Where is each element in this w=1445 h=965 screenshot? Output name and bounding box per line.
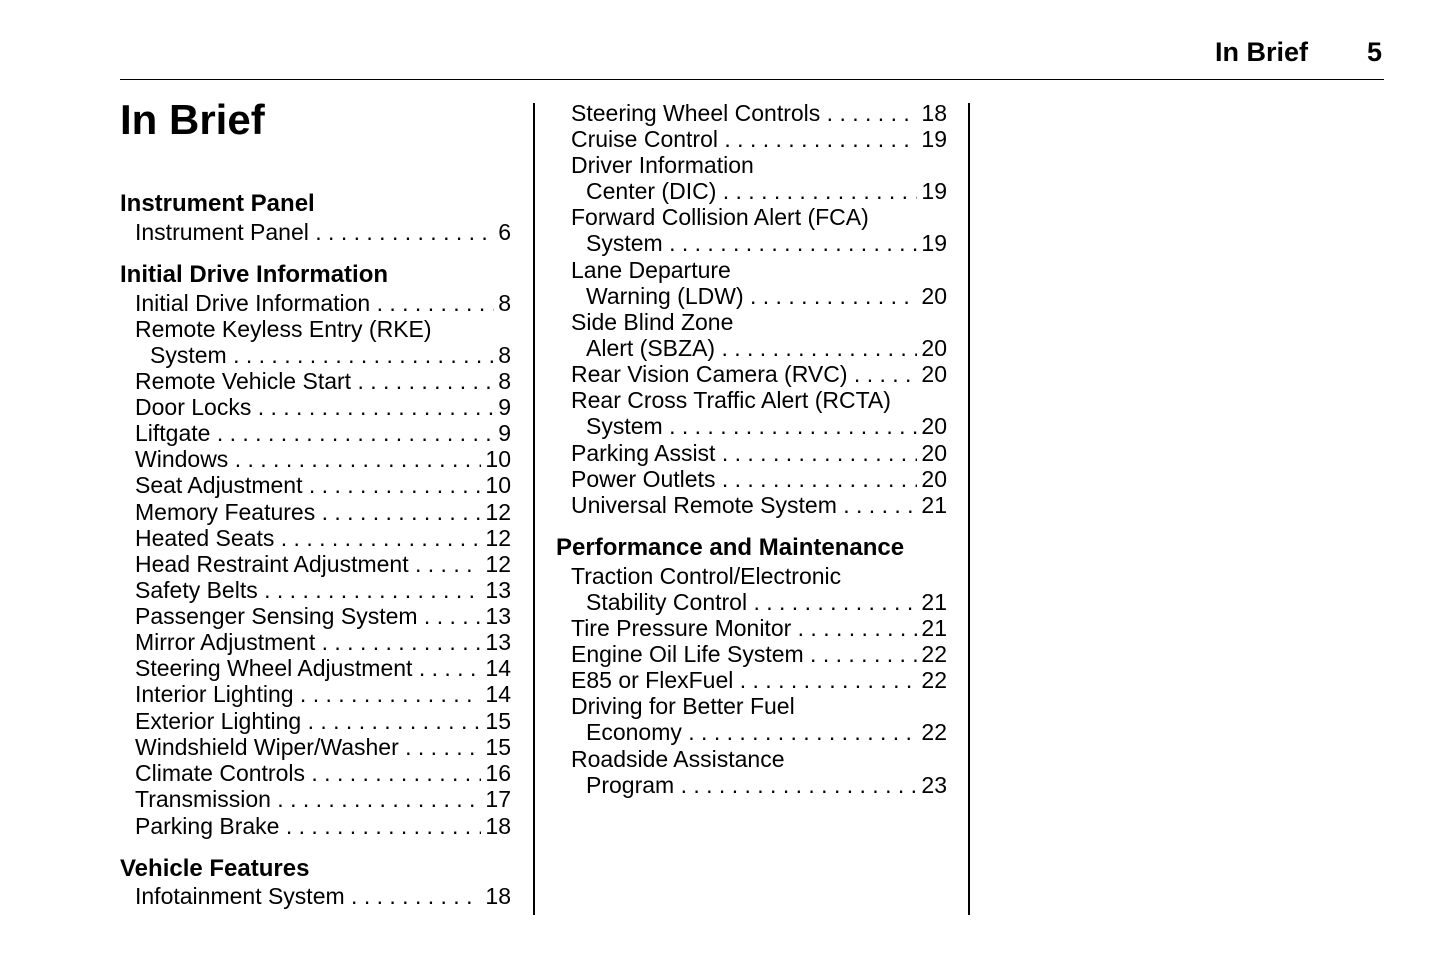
toc-entry-label: Instrument Panel . . . [135,219,511,245]
toc-entry[interactable] [135,472,511,498]
toc-entry[interactable] [586,719,947,745]
toc-entry-label: Tire Pressure Monitor . . . [571,615,947,641]
toc-entry-page: 10 [481,446,511,472]
toc-entry-label-cont: System . . . [586,413,947,439]
toc-entry-label[interactable]: Rear Cross Traffic Alert (RCTA) [571,387,891,413]
toc-entry[interactable] [571,361,947,387]
toc-entry-page: 20 [917,335,947,361]
toc-entry[interactable] [571,440,947,466]
toc-entry[interactable] [571,492,947,518]
toc-entry-label: Parking Assist . . . [571,440,947,466]
toc-entry-label[interactable]: Side Blind Zone [571,309,734,335]
toc-entry-page: 9 [494,420,511,446]
toc-entry-label: Windshield Wiper/Washer . . . [135,734,511,760]
toc-entry[interactable] [586,178,947,204]
toc-entry[interactable] [135,368,511,394]
toc-entry[interactable] [135,813,511,839]
toc-entry[interactable] [135,786,511,812]
toc-entry[interactable] [135,681,511,707]
toc-entry-label: Cruise Control . . . [571,126,947,152]
toc-entry-label: Safety Belts . . . [135,577,511,603]
toc-entry-page: 19 [917,126,947,152]
toc-entry[interactable] [135,394,511,420]
toc-entry-label[interactable]: Forward Collision Alert (FCA) [571,204,869,230]
toc-entry[interactable] [586,283,947,309]
toc-entry-page: 17 [481,786,511,812]
toc-entry-label-cont: Alert (SBZA) . . . [586,335,947,361]
toc-entry-page: 18 [917,100,947,126]
toc-entry-label[interactable]: Remote Keyless Entry (RKE) [135,316,432,342]
toc-entry[interactable] [135,290,511,316]
toc-entry[interactable] [135,551,511,577]
toc-entry-label: Head Restraint Adjustment . . . [135,551,511,577]
running-header-title: In Brief [1215,37,1309,67]
toc-entry[interactable] [135,760,511,786]
toc-entry-label: Infotainment System . . . [135,883,511,909]
toc-entry-label[interactable]: Driving for Better Fuel [571,693,795,719]
toc-entry-label: Steering Wheel Controls . . . [571,100,947,126]
section-heading-instrument-panel: Instrument Panel [120,190,315,217]
toc-entry[interactable] [135,525,511,551]
toc-entry[interactable] [135,446,511,472]
toc-entry-page: 16 [481,760,511,786]
toc-entry[interactable] [571,667,947,693]
toc-entry-label: Rear Vision Camera (RVC) . . . [571,361,947,387]
toc-entry-page: 20 [917,283,947,309]
toc-entry-page: 23 [917,772,947,798]
toc-entry-page: 12 [481,499,511,525]
page-title: In Brief [120,96,265,143]
toc-entry-page: 10 [481,472,511,498]
toc-entry[interactable] [135,577,511,603]
toc-entry-label: Remote Vehicle Start . . . [135,368,511,394]
toc-entry-label-cont: System . . . [586,230,947,256]
toc-entry[interactable] [135,708,511,734]
toc-entry[interactable] [571,615,947,641]
toc-entry-label: Engine Oil Life System . . . [571,641,947,667]
toc-entry-page: 8 [494,342,511,368]
toc-entry-label[interactable]: Roadside Assistance [571,746,785,772]
toc-entry-label: Parking Brake . . . [135,813,511,839]
toc-entry-page: 12 [481,551,511,577]
toc-entry-label: Power Outlets . . . [571,466,947,492]
toc-entry-label: Transmission . . . [135,786,511,812]
toc-entry[interactable] [135,734,511,760]
toc-entry-page: 20 [917,361,947,387]
toc-entry-label: Windows . . . [135,446,511,472]
toc-entry-page: 21 [917,589,947,615]
toc-entry-label: Universal Remote System . . . [571,492,947,518]
toc-entry[interactable] [135,655,511,681]
toc-entry-label-cont: Center (DIC) . . . [586,178,947,204]
toc-entry-page: 6 [494,219,511,245]
toc-entry[interactable] [586,230,947,256]
toc-entry-label: E85 or FlexFuel . . . [571,667,947,693]
toc-entry-page: 21 [917,615,947,641]
toc-entry-label: Liftgate . . . [135,420,511,446]
toc-entry[interactable] [586,413,947,439]
toc-entry[interactable] [135,883,511,909]
toc-entry-page: 14 [481,681,511,707]
toc-entry-label-cont: Warning (LDW) . . . [586,283,947,309]
toc-entry-page: 18 [481,883,511,909]
toc-entry[interactable] [586,589,947,615]
toc-entry-label-cont: Economy . . . [586,719,947,745]
toc-entry-label[interactable]: Lane Departure [571,257,731,283]
toc-entry-label: Interior Lighting . . . [135,681,511,707]
toc-entry-label-cont: Stability Control . . . [586,589,947,615]
toc-entry-label: Passenger Sensing System . . . [135,603,511,629]
section-heading-performance: Performance and Maintenance [556,534,905,561]
toc-entry-page: 22 [917,719,947,745]
toc-entry[interactable] [571,126,947,152]
toc-entry[interactable] [135,499,511,525]
toc-entry-label: Initial Drive Information . . . [135,290,511,316]
toc-entry-page: 18 [481,813,511,839]
toc-entry[interactable] [135,629,511,655]
toc-entry-page: 12 [481,525,511,551]
section-heading-vehicle-features: Vehicle Features [120,855,310,882]
toc-entry[interactable] [135,603,511,629]
toc-entry-page: 13 [481,629,511,655]
toc-entry-label: Exterior Lighting . . . [135,708,511,734]
toc-entry-page: 19 [917,230,947,256]
toc-entry-page: 9 [494,394,511,420]
column-divider [968,103,970,915]
toc-entry-page: 21 [917,492,947,518]
column-divider [533,103,535,915]
toc-entry-page: 13 [481,603,511,629]
toc-entry-page: 8 [494,290,511,316]
toc-entry-label: Climate Controls . . . [135,760,511,786]
toc-entry[interactable] [571,466,947,492]
toc-entry[interactable] [586,335,947,361]
toc-entry-label[interactable]: Traction Control/Electronic [571,563,842,589]
toc-entry-page: 19 [917,178,947,204]
toc-entry-label: Seat Adjustment . . . [135,472,511,498]
toc-entry-page: 22 [917,667,947,693]
toc-entry-page: 20 [917,466,947,492]
toc-entry[interactable] [135,420,511,446]
toc-entry-page: 15 [481,734,511,760]
toc-entry-page: 22 [917,641,947,667]
toc-entry-label-cont: System . . . [150,342,511,368]
toc-entry-page: 13 [481,577,511,603]
toc-entry-page: 20 [917,440,947,466]
toc-entry-page: 15 [481,708,511,734]
toc-entry-label-cont: Program . . . [586,772,947,798]
toc-entry-page: 8 [494,368,511,394]
toc-entry[interactable] [571,641,947,667]
toc-entry-page: 14 [481,655,511,681]
toc-entry[interactable] [586,772,947,798]
toc-entry-label[interactable]: Driver Information [571,152,754,178]
toc-entry-label: Steering Wheel Adjustment . . . [135,655,511,681]
toc-entry-label: Mirror Adjustment . . . [135,629,511,655]
page-number: 5 [1367,37,1383,67]
section-heading-initial-drive: Initial Drive Information [120,261,389,288]
toc-entry-label: Door Locks . . . [135,394,511,420]
toc-entry-label: Heated Seats . . . [135,525,511,551]
header-rule [120,79,1384,80]
toc-entry[interactable] [150,342,511,368]
toc-entry-label: Memory Features . . . [135,499,511,525]
toc-entry-page: 20 [917,413,947,439]
toc-entry[interactable] [571,100,947,126]
toc-entry[interactable] [135,219,511,245]
